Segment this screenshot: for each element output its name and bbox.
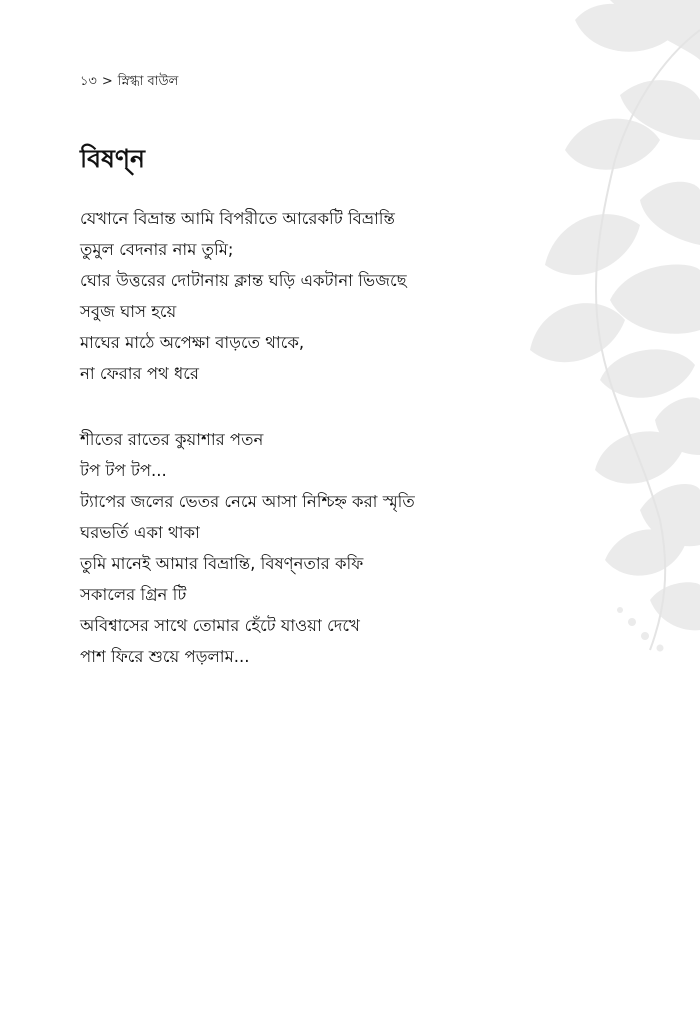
header-separator: > <box>101 74 113 89</box>
stanza-1 <box>80 203 407 389</box>
poem-line: ঘোর উত্তরের দোটানায় ক্লান্ত ঘড়ি একটানা ভিজছে <box>80 271 407 290</box>
poem-line: পাশ ফিরে শুয়ে পড়লাম... <box>80 647 250 666</box>
poem-line: ঘরভর্তি একা থাকা <box>80 523 200 542</box>
poem-line: সবুজ ঘাস হয়ে <box>80 302 177 321</box>
poem-line: মাঘের মাঠে অপেক্ষা বাড়তে থাকে, <box>80 333 305 352</box>
poem-line: তুমুল বেদনার নাম তুমি; <box>80 240 234 259</box>
poem-line: অবিশ্বাসের সাথে তোমার হেঁটে যাওয়া দেখে <box>80 616 360 635</box>
poem-line: না ফেরার পথ ধরে <box>80 364 199 383</box>
poem-line: যেখানে বিভ্রান্ত আমি বিপরীতে আরেকটি বিভ্রান্তি <box>80 209 395 228</box>
book-title: স্নিগ্ধা বাউল <box>117 74 179 89</box>
page-number: ১৩ <box>80 74 97 89</box>
poem-title: বিষণ্ন <box>80 144 145 173</box>
poem-line: সকালের গ্রিন টি <box>80 585 187 604</box>
poem-line: তুমি মানেই আমার বিভ্রান্তি, বিষণ্নতার কফি <box>80 554 364 573</box>
poem-line: শীতের রাতের কুয়াশার পতন <box>80 430 264 449</box>
poem-line: ট্যাপের জলের ভেতর নেমে আসা নিশ্চিহ্ন করা স্মৃতি <box>80 492 415 511</box>
poem-line: টপ টপ টপ... <box>80 461 167 480</box>
running-header <box>80 72 178 93</box>
stanza-2 <box>80 424 415 672</box>
